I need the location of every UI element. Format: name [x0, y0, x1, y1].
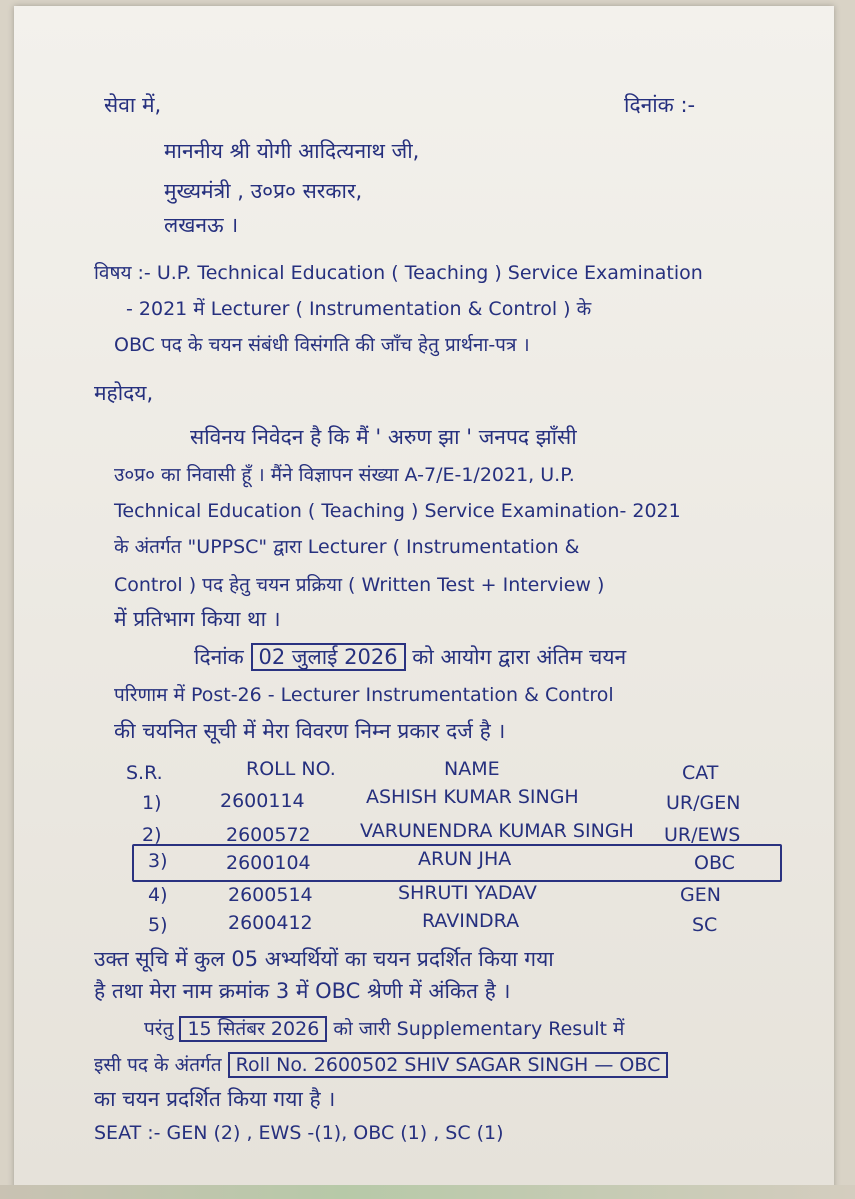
para1-line-2: उ०प्र० का निवासी हूँ । मैंने विज्ञापन संख्या A-7/E-1/2021, U.P.: [114, 464, 575, 486]
subject-line-2: - 2021 में Lecturer ( Instrumentation & Control ) के: [126, 298, 592, 320]
table-row-5-cat: SC: [692, 914, 718, 936]
table-row-2-cat: UR/EWS: [664, 824, 741, 846]
table-row-5-roll: 2600412: [228, 912, 313, 934]
para1-line-3: Technical Education ( Teaching ) Service Examination- 2021: [114, 500, 681, 522]
para2-line-1: [194, 644, 626, 670]
table-row-5-sr: 5): [148, 914, 168, 936]
table-row-2-sr: 2): [142, 824, 162, 846]
table-surface-edge: [0, 1185, 855, 1199]
table-row-3-sr: 3): [148, 850, 168, 872]
table-row-5-name: RAVINDRA: [422, 910, 520, 932]
para4-line-1: [144, 1016, 624, 1042]
letter-page: [14, 6, 834, 1196]
roll-box-supplementary: Roll No. 2600502 SHIV SAGAR SINGH — OBC: [228, 1052, 669, 1078]
table-header-cat: CAT: [682, 762, 719, 784]
para3-line-1: उक्त सूचि में कुल 05 अभ्यर्थियों का चयन प्रदर्शित किया गया: [94, 947, 554, 971]
salutation: सेवा में,: [104, 93, 162, 117]
addressee-line-2: मुख्यमंत्री , उ०प्र० सरकार,: [164, 179, 363, 203]
table-row-2-name: VARUNENDRA KUMAR SINGH: [360, 820, 634, 842]
seat-summary: SEAT :- GEN (2) , EWS -(1), OBC (1) , SC (1): [94, 1122, 504, 1144]
table-row-2-roll: 2600572: [226, 824, 311, 846]
addressee-line-1: माननीय श्री योगी आदित्यनाथ जी,: [164, 139, 420, 163]
table-row-4-sr: 4): [148, 884, 168, 906]
para1-line-1: सविनय निवेदन है कि मैं ' अरुण झा ' जनपद झाँसी: [190, 425, 577, 449]
para4-line-3: का चयन प्रदर्शित किया गया है ।: [94, 1087, 336, 1111]
para4-line-2: [94, 1052, 668, 1078]
para4-suffix: को जारी Supplementary Result में: [333, 1018, 625, 1040]
date-box-july: 02 जुलाई 2026: [251, 643, 406, 671]
table-header-name: NAME: [444, 758, 500, 780]
para2-line-3: की चयनित सूची में मेरा विवरण निम्न प्रकार दर्ज है ।: [114, 719, 506, 743]
table-header-roll: ROLL NO.: [246, 758, 336, 780]
table-row-1-name: ASHISH KUMAR SINGH: [366, 786, 579, 808]
table-header-sr: S.R.: [126, 762, 163, 784]
addressee-line-3: लखनऊ ।: [164, 213, 239, 237]
para1-line-6: में प्रतिभाग किया था ।: [114, 607, 281, 631]
para3-line-2: है तथा मेरा नाम क्रमांक 3 में OBC श्रेणी में अंकित है ।: [94, 979, 511, 1003]
para4-prefix: परंतु: [144, 1018, 174, 1040]
para2-suffix: को आयोग द्वारा अंतिम चयन: [412, 645, 627, 669]
date-label: दिनांक :-: [624, 93, 696, 117]
subject-line-1: विषय :- U.P. Technical Education ( Teaching ) Service Examination: [94, 262, 703, 284]
table-row-3-name: ARUN JHA: [418, 848, 512, 870]
para2-line-2: परिणाम में Post-26 - Lecturer Instrumentation & Control: [114, 684, 614, 706]
para1-line-5: Control ) पद हेतु चयन प्रक्रिया ( Written Test + Interview ): [114, 574, 605, 596]
para4-line2-prefix: इसी पद के अंतर्गत: [94, 1054, 222, 1076]
subject-line-3: OBC पद के चयन संबंधी विसंगति की जाँच हेतु प्रार्थना-पत्र ।: [114, 334, 530, 356]
table-row-1-roll: 2600114: [220, 790, 305, 812]
table-row-4-name: SHRUTI YADAV: [398, 882, 537, 904]
date-box-september: 15 सितंबर 2026: [179, 1016, 327, 1042]
para1-line-4: के अंतर्गत "UPPSC" द्वारा Lecturer ( Instrumentation &: [114, 536, 580, 558]
para2-prefix: दिनांक: [194, 645, 244, 669]
table-row-4-roll: 2600514: [228, 884, 313, 906]
table-row-4-cat: GEN: [680, 884, 721, 906]
greeting: महोदय,: [94, 381, 154, 405]
table-row-3-cat: OBC: [694, 852, 735, 874]
table-row-1-sr: 1): [142, 792, 162, 814]
table-row-3-roll: 2600104: [226, 852, 311, 874]
table-row-1-cat: UR/GEN: [666, 792, 741, 814]
